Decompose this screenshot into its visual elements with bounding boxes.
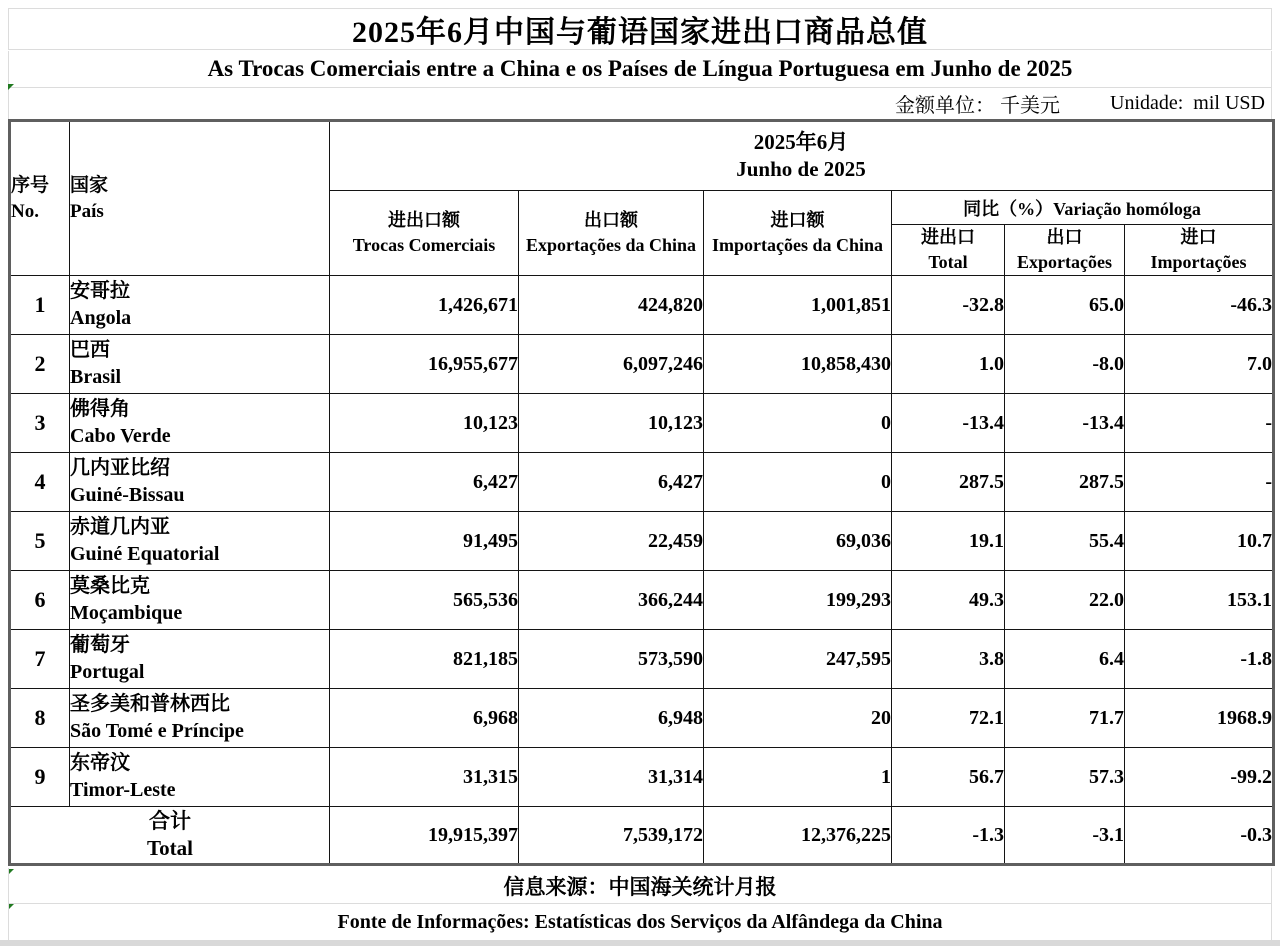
exports-value: 573,590 [519,630,704,689]
col-header-no [10,121,70,276]
country-name-cn: 东帝汶 [70,752,130,774]
imports-value: 1,001,851 [704,276,892,335]
country-name-pt: Brasil [70,366,122,388]
source-line-pt: Fonte de Informações: Estatísticas dos Serviços da Alfândega da China [8,903,1272,940]
col-header-trade-pt: Trocas Comerciais [352,235,496,255]
trade-table [8,119,1275,866]
yoy-imports-value: 7.0 [1125,335,1274,394]
trade-value: 31,315 [330,748,519,807]
col-header-imports-cn: 进口额 [770,210,825,230]
imports-value: 0 [704,394,892,453]
total-label-cell [10,807,330,865]
country-name-cn: 圣多美和普林西比 [70,693,230,715]
row-number: 3 [10,394,70,453]
yoy-group-header: 同比（%）Variação homóloga [892,191,1274,225]
table-row-cabo-verde [10,394,1274,453]
trade-value: 91,495 [330,512,519,571]
yoy-imports-value: 1968.9 [1125,689,1274,748]
yoy-total-value: 49.3 [892,571,1005,630]
country-name-pt: Moçambique [70,602,183,624]
yoy-total-value: 287.5 [892,453,1005,512]
country-name-pt: Guiné-Bissau [70,484,185,506]
total-label-cn: 合计 [149,809,191,833]
col-header-country [70,121,330,276]
col-header-trade-cn: 进出口额 [388,210,460,230]
unit-row [8,88,1272,119]
bottom-margin-strip [0,940,1280,946]
yoy-exports-value: -13.4 [1005,394,1125,453]
exports-value: 6,097,246 [519,335,704,394]
trade-value: 16,955,677 [330,335,519,394]
unit-label-pt: Unidade: mil USD [1110,92,1265,114]
table-row-brasil [10,335,1274,394]
yoy-imports-value: -99.2 [1125,748,1274,807]
yoy-exports-value: 57.3 [1005,748,1125,807]
country-name-pt: São Tomé e Príncipe [70,720,244,742]
yoy-imports-value: 153.1 [1125,571,1274,630]
country-name-pt: Cabo Verde [70,425,171,447]
yoy-total-value: 3.8 [892,630,1005,689]
trade-value: 10,123 [330,394,519,453]
yoy-exports-value: 71.7 [1005,689,1125,748]
yoy-exports-value: 22.0 [1005,571,1125,630]
trade-value: 821,185 [330,630,519,689]
country-cell [70,453,330,512]
country-cell [70,394,330,453]
period-header-pt: Junho de 2025 [736,157,866,181]
country-cell [70,335,330,394]
total-yoy-total-value: -1.3 [892,807,1005,865]
col-header-yoy-imports-pt: Importações [1150,252,1247,272]
country-cell [70,512,330,571]
country-cell [70,689,330,748]
col-header-yoy-exports-cn: 出口 [1046,227,1083,247]
col-header-imports-pt: Importações da China [711,235,883,255]
country-cell [70,571,330,630]
col-header-yoy-total [892,225,1005,276]
yoy-exports-value: -8.0 [1005,335,1125,394]
row-number: 6 [10,571,70,630]
imports-value: 199,293 [704,571,892,630]
yoy-imports-value: -46.3 [1125,276,1274,335]
page-title-pt: As Trocas Comerciais entre a China e os Países de Língua Portuguesa em Junho de 2025 [8,51,1272,88]
yoy-total-value: 1.0 [892,335,1005,394]
yoy-total-value: 19.1 [892,512,1005,571]
yoy-total-value: -32.8 [892,276,1005,335]
country-name-cn: 巴西 [70,339,110,361]
col-header-exports [519,191,704,276]
col-header-country-cn: 国家 [70,174,109,196]
period-header-cn: 2025年6月 [753,130,849,154]
yoy-exports-value: 65.0 [1005,276,1125,335]
imports-value: 20 [704,689,892,748]
country-name-pt: Angola [70,307,132,329]
country-name-pt: Timor-Leste [70,779,176,801]
col-header-country-pt: País [70,200,104,222]
country-name-pt: Guiné Equatorial [70,543,220,565]
imports-value: 10,858,430 [704,335,892,394]
country-cell [70,630,330,689]
page-title-cn: 2025年6月中国与葡语国家进出口商品总值 [8,8,1272,50]
header-row-period [10,121,1274,191]
exports-value: 10,123 [519,394,704,453]
trade-value: 565,536 [330,571,519,630]
table-row-angola [10,276,1274,335]
table-row-guine-bissau [10,453,1274,512]
total-yoy-imports-value: -0.3 [1125,807,1274,865]
country-name-cn: 葡萄牙 [70,634,130,656]
country-name-cn: 佛得角 [70,398,130,420]
yoy-imports-value: - [1125,394,1274,453]
col-header-trade [330,191,519,276]
col-header-exports-cn: 出口额 [584,210,638,230]
total-exports-value: 7,539,172 [519,807,704,865]
trade-value: 6,968 [330,689,519,748]
yoy-exports-value: 55.4 [1005,512,1125,571]
country-name-cn: 赤道几内亚 [70,516,170,538]
row-number: 9 [10,748,70,807]
country-name-cn: 莫桑比克 [70,575,150,597]
country-name-cn: 几内亚比绍 [70,457,170,479]
trade-value: 1,426,671 [330,276,519,335]
row-number: 7 [10,630,70,689]
yoy-total-value: 72.1 [892,689,1005,748]
col-header-no-pt: No. [11,200,39,222]
row-number: 2 [10,335,70,394]
table-row-total [10,807,1274,865]
yoy-exports-value: 6.4 [1005,630,1125,689]
table-row-portugal [10,630,1274,689]
exports-value: 424,820 [519,276,704,335]
unit-label-cn: 金额单位： 千美元 [895,95,1060,117]
yoy-total-value: -13.4 [892,394,1005,453]
col-header-yoy-exports-pt: Exportações [1017,252,1112,272]
imports-value: 0 [704,453,892,512]
country-name-cn: 安哥拉 [70,280,130,302]
total-label-pt: Total [147,836,193,860]
yoy-imports-value: -1.8 [1125,630,1274,689]
trade-value: 6,427 [330,453,519,512]
country-cell [70,748,330,807]
table-row-timor-leste [10,748,1274,807]
col-header-yoy-total-cn: 进出口 [921,227,975,247]
exports-value: 366,244 [519,571,704,630]
table-row-mocambique [10,571,1274,630]
exports-value: 6,427 [519,453,704,512]
total-trade-value: 19,915,397 [330,807,519,865]
row-number: 5 [10,512,70,571]
exports-value: 31,314 [519,748,704,807]
exports-value: 6,948 [519,689,704,748]
col-header-no-cn: 序号 [11,174,50,196]
yoy-total-value: 56.7 [892,748,1005,807]
cell-note-flag-icon [8,84,14,90]
table-row-sao-tome [10,689,1274,748]
row-number: 4 [10,453,70,512]
col-header-yoy-exports [1005,225,1125,276]
col-header-yoy-total-pt: Total [928,252,968,272]
country-name-pt: Portugal [70,661,145,683]
source-line-cn: 信息来源：中国海关统计月报 [8,868,1272,903]
imports-value: 69,036 [704,512,892,571]
total-yoy-exports-value: -3.1 [1005,807,1125,865]
col-header-exports-pt: Exportações da China [525,235,696,255]
row-number: 8 [10,689,70,748]
col-header-imports [704,191,892,276]
yoy-imports-value: - [1125,453,1274,512]
country-cell [70,276,330,335]
col-header-yoy-imports-cn: 进口 [1180,227,1217,247]
col-header-yoy-imports [1125,225,1274,276]
total-imports-value: 12,376,225 [704,807,892,865]
yoy-imports-value: 10.7 [1125,512,1274,571]
yoy-exports-value: 287.5 [1005,453,1125,512]
table-row-guine-equatorial [10,512,1274,571]
row-number: 1 [10,276,70,335]
exports-value: 22,459 [519,512,704,571]
imports-value: 1 [704,748,892,807]
period-header [330,121,1274,191]
imports-value: 247,595 [704,630,892,689]
